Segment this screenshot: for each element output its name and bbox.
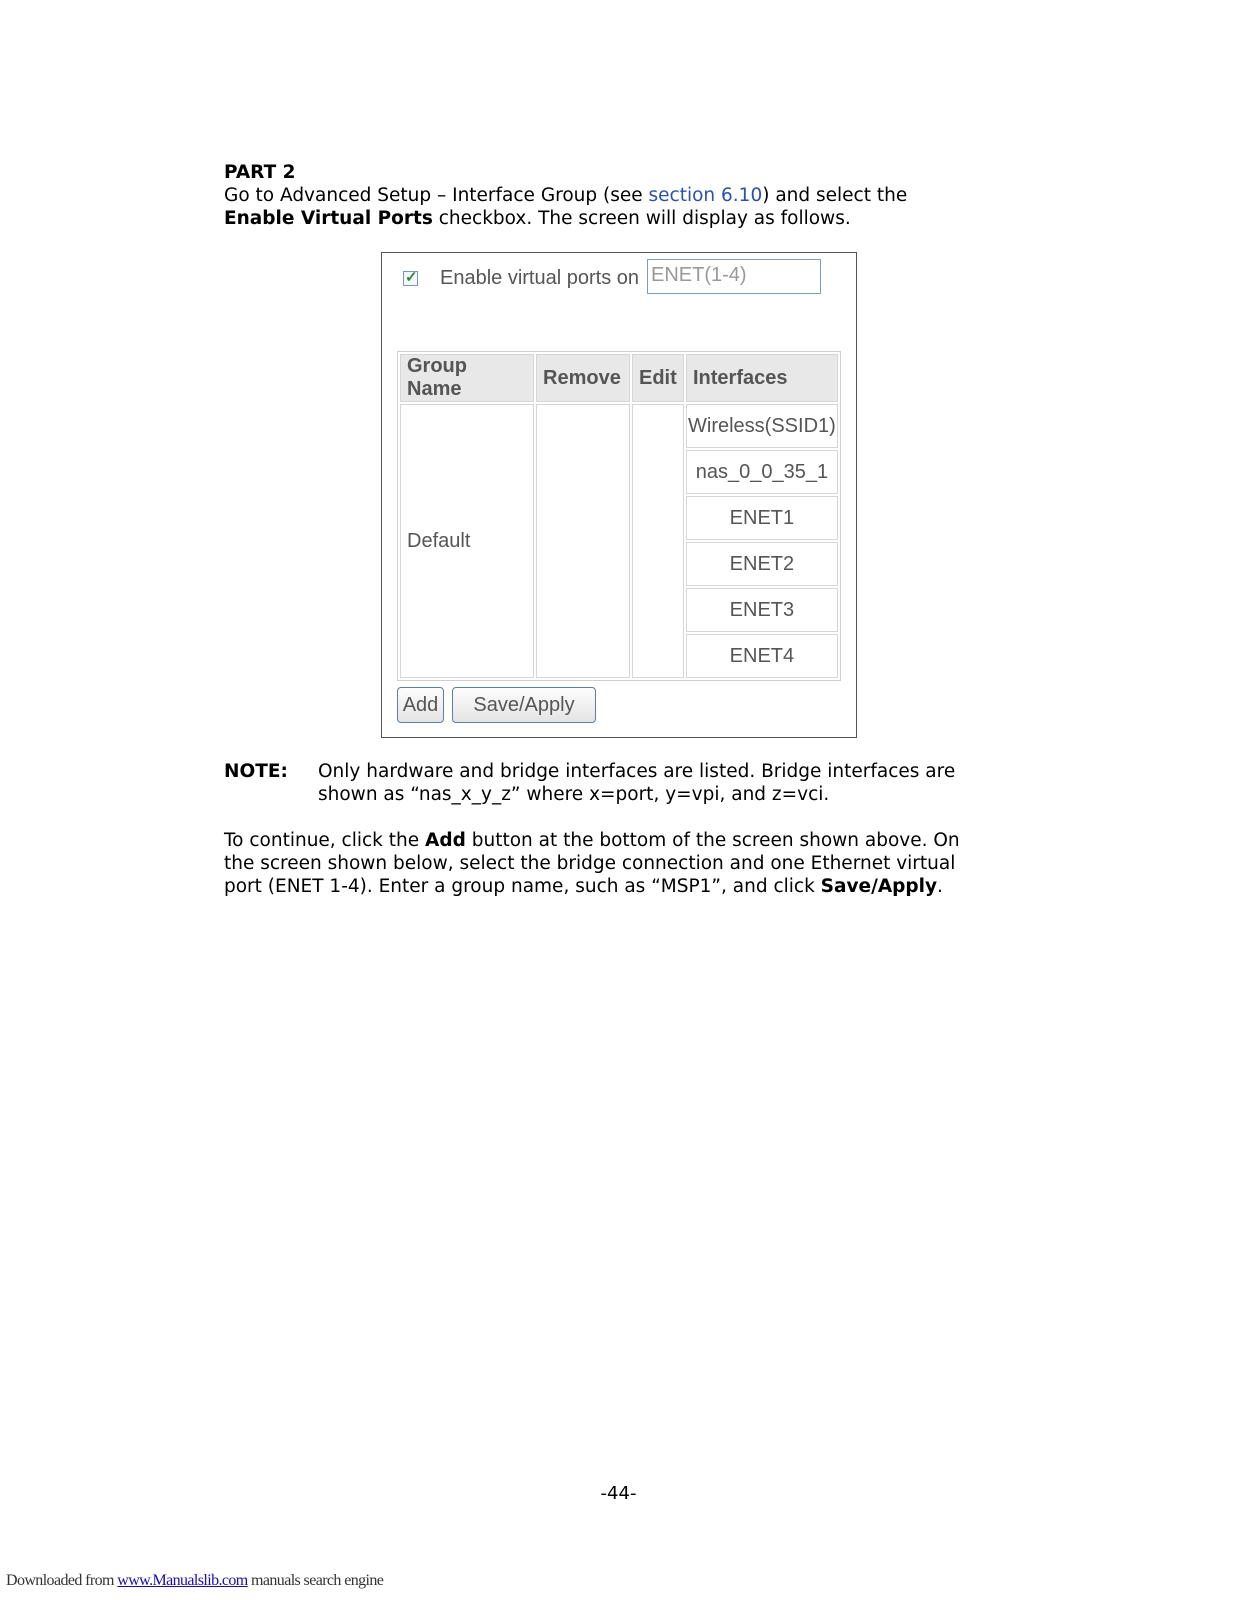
interface-cell: ENET1 [686, 496, 838, 540]
intro-text: checkbox. The screen will display as follows. [432, 208, 851, 229]
footer-text: Downloaded from [6, 1572, 118, 1589]
interface-cell: ENET3 [686, 588, 838, 632]
continue-line-1 [224, 829, 960, 852]
page-number: -44- [600, 1483, 637, 1504]
intro-text: Go to Advanced Setup – Interface Group (see [224, 185, 649, 206]
remove-cell [536, 404, 630, 678]
footer-link[interactable]: www.Manualslib.com [117, 1572, 248, 1589]
continue-line-2: the screen shown below, select the bridge connection and one Ethernet virtual [224, 853, 956, 874]
save-apply-button[interactable]: Save/Apply [452, 687, 596, 723]
interface-group-screenshot [381, 252, 857, 738]
intro-line-1 [224, 184, 907, 207]
virtual-ports-field[interactable]: ENET(1-4) [647, 259, 821, 294]
continue-line-3 [224, 875, 943, 898]
interface-cell: Wireless(SSID1) [686, 404, 838, 448]
continue-text: To continue, click the [224, 830, 426, 851]
interface-cell: nas_0_0_35_1 [686, 450, 838, 494]
group-name-cell: Default [400, 404, 534, 678]
note-line-2: shown as “nas_x_y_z” where x=port, y=vpi, and z=vci. [318, 784, 830, 805]
interface-cell: ENET2 [686, 542, 838, 586]
continue-bold: Save/Apply [820, 876, 938, 897]
footer [6, 1572, 383, 1590]
section-link[interactable]: section 6.10 [648, 185, 763, 206]
continue-text: button at the bottom of the screen shown above. On [465, 830, 960, 851]
virtual-ports-label: Enable virtual ports on [440, 267, 640, 289]
intro-text: ) and select the [762, 185, 908, 206]
header-group-name: Group Name [400, 354, 534, 402]
footer-text: manuals search engine [247, 1572, 384, 1589]
edit-cell [632, 404, 684, 678]
table-header-row [400, 354, 838, 402]
intro-bold: Enable Virtual Ports [224, 208, 433, 229]
continue-text: . [937, 876, 943, 897]
add-button[interactable]: Add [397, 687, 444, 723]
note-line-1: Only hardware and bridge interfaces are listed. Bridge interfaces are [318, 761, 956, 782]
continue-text: port (ENET 1-4). Enter a group name, such as “MSP1”, and click [224, 876, 821, 897]
continue-bold: Add [425, 830, 466, 851]
interface-group-table [397, 351, 841, 681]
table-row [400, 404, 838, 448]
checkmark-icon: ✓ [405, 269, 418, 286]
header-remove: Remove [536, 354, 630, 402]
part-heading: PART 2 [224, 162, 296, 183]
interface-cell: ENET4 [686, 634, 838, 678]
header-interfaces: Interfaces [686, 354, 838, 402]
intro-line-2 [224, 207, 851, 230]
header-edit: Edit [632, 354, 684, 402]
note-label: NOTE: [224, 761, 288, 782]
virtual-ports-checkbox[interactable] [403, 271, 418, 286]
